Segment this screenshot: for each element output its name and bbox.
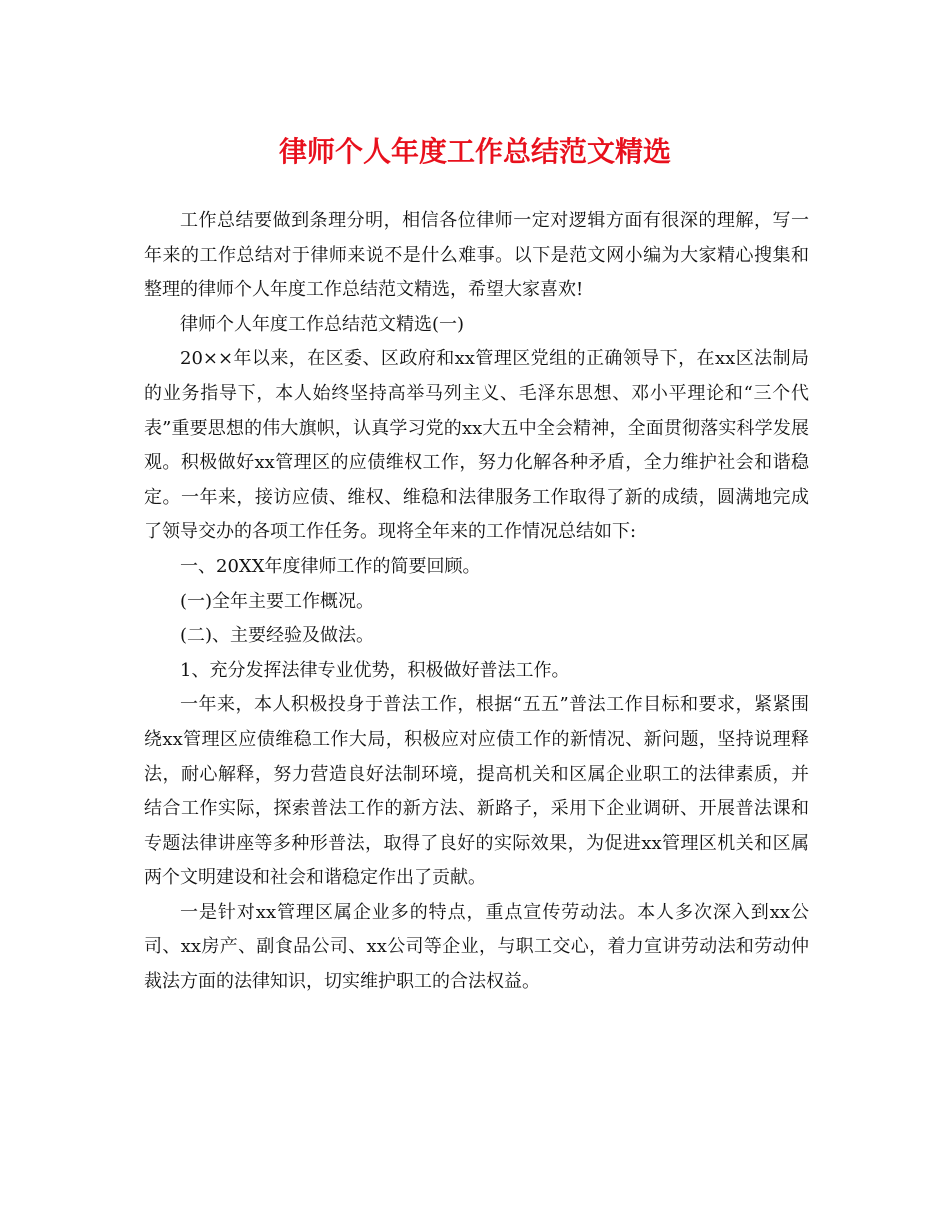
paragraph-labor-law: 一是针对xx管理区属企业多的特点，重点宣传劳动法。本人多次深入到xx公司、xx房产、副食品公司、xx公司等企业，与职工交心，着力宣讲劳动法和劳动仲裁法方面的法律知识，切实维护职工的合法权益。 [144,901,809,993]
paragraph-section-heading: 律师个人年度工作总结范文精选(一) [180,313,465,335]
paragraph-review-heading: 一、20XX年度律师工作的简要回顾。 [180,555,481,577]
paragraph-overview: 20××年以来，在区委、区政府和xx管理区党组的正确领导下，在xx区法制局的业务指导下，本人始终坚持高举马列主义、毛泽东思想、邓小平理论和“三个代表”重要思想的伟大旗帜，认真学习党的xx大五中全会精神，全面贯彻落实科学发展观。积极做好xx管理区的应债维权工作，努力化解各种矛盾，全力维护社会和谐稳定。一年来，接访应债、维权、维稳和法律服务工作取得了新的成绩，圆满地完成了领导交办的各项工作任务。现将全年来的工作情况总结如下: [144,348,809,543]
document-title: 律师个人年度工作总结范文精选 [278,135,671,168]
paragraph-intro: 工作总结要做到条理分明，相信各位律师一定对逻辑方面有很深的理解，写一年来的工作总结对于律师来说不是什么难事。以下是范文网小编为大家精心搜集和整理的律师个人年度工作总结范文精选，希望大家喜欢! [144,210,809,301]
paragraph-legal-education: 一年来，本人积极投身于普法工作，根据“五五”普法工作目标和要求，紧紧围绕xx管理区应债维稳工作大局，积极应对应债工作的新情况、新问题，坚持说理释法，耐心解释，努力营造良好法制环境，提高机关和区属企业职工的法律素质，并结合工作实际，探索普法工作的新方法、新路子，采用下企业调研、开展普法课和专题法律讲座等多种形普法，取得了良好的实际效果，为促进xx管理区机关和区属两个文明建设和社会和谐稳定作出了贡献。 [144,694,809,889]
document-body [144,204,809,1000]
paragraph-subheading-1: (一)全年主要工作概况。 [180,590,375,612]
paragraph-subheading-2: (二)、主要经验及做法。 [180,625,375,647]
paragraph-point-1: 1、充分发挥法律专业优势，积极做好普法工作。 [180,659,570,681]
